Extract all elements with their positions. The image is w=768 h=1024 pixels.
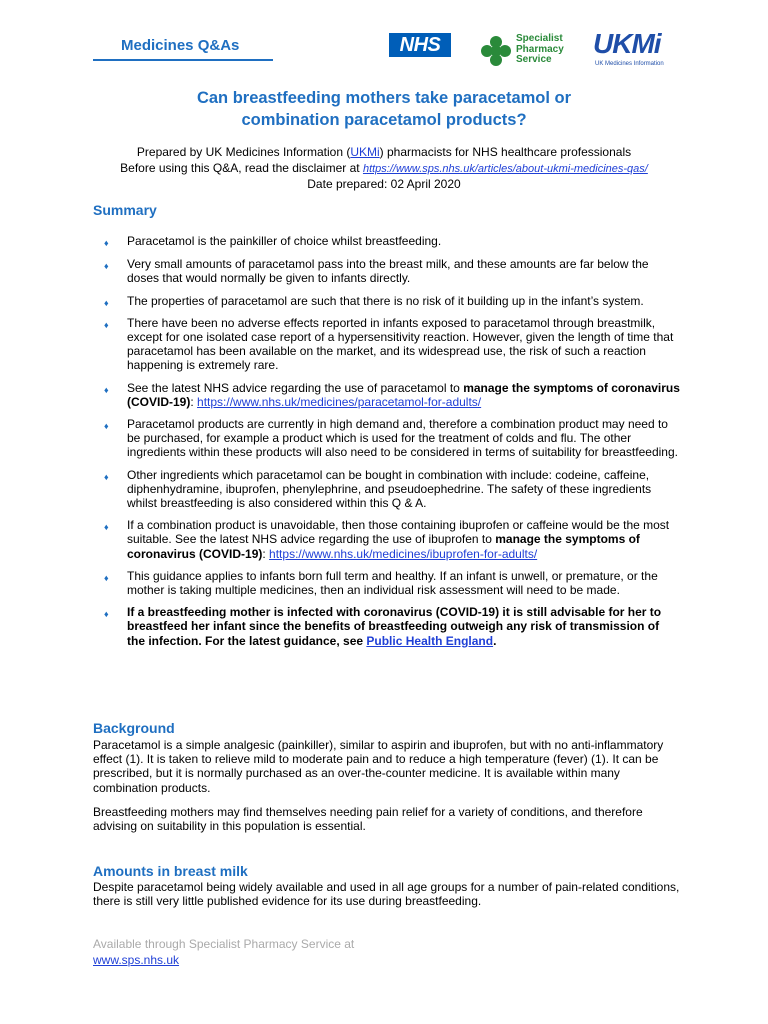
list-item-bold: manage the symptoms of coronavirus (COVID-19)	[127, 380, 680, 409]
list-item-text: This guidance applies to infants born full term and healthy. If an infant is unwell, or premature, or the mother is taking multiple medicines, then an individual risk assessment will need to be made.	[127, 568, 658, 598]
background-paragraph-2: Breastfeeding mothers may find themselves needing pain relief for a variety of conditions, and therefore advising on suitability in this population is essential.	[93, 805, 643, 834]
list-item-text: The properties of paracetamol are such that there is no risk of it building up in the infant’s system.	[127, 293, 644, 308]
disclaimer-text: Before using this Q&A, read the disclaimer at	[120, 160, 363, 175]
sps-logo-line: Service	[516, 54, 552, 65]
date-prepared: Date prepared: 02 April 2020	[307, 177, 461, 191]
list-item-text: Paracetamol is the painkiller of choice whilst breastfeeding.	[127, 234, 442, 248]
sps-logo-line: Specialist	[516, 33, 563, 44]
background-heading: Background	[93, 720, 175, 736]
header-label: Medicines Q&As	[121, 37, 240, 54]
sps-logo-line: Pharmacy	[516, 43, 564, 55]
header-rule	[93, 59, 273, 61]
ukmi-logo-subtitle: UK Medicines Information	[595, 61, 664, 67]
list-item	[100, 381, 680, 409]
sps-logo	[480, 33, 580, 69]
disclaimer-link[interactable]: https://www.sps.nhs.uk/articles/about-ukmi-medicines-qas/	[362, 162, 648, 175]
public-health-england-link[interactable]: Public Health England	[366, 633, 494, 648]
sps-cross-logo-icon	[480, 35, 512, 67]
diamond-bullet-icon: ♦	[104, 319, 109, 330]
diamond-bullet-icon: ♦	[104, 572, 109, 583]
amounts-heading: Amounts in breast milk	[93, 863, 248, 879]
list-item	[100, 316, 680, 373]
list-item	[100, 257, 680, 285]
diamond-bullet-icon: ♦	[104, 297, 109, 308]
list-item	[100, 468, 680, 511]
list-item-end: .	[493, 633, 497, 648]
title-line-2: combination paracetamol products?	[241, 111, 527, 129]
ibuprofen-nhs-link[interactable]: https://www.nhs.uk/medicines/ibuprofen-for-adults/	[269, 546, 538, 561]
list-item-bold: manage the symptoms of coronavirus (COVID-19)	[127, 532, 640, 561]
list-item-text: If a combination product is unavoidable, then those containing ibuprofen or caffeine would be the most suitable. See the latest NHS advice regarding the use of ibuprofen to	[127, 518, 670, 547]
summary-heading: Summary	[93, 202, 157, 218]
sps-logo-text	[516, 34, 564, 66]
list-item	[100, 518, 680, 561]
ukmi-link[interactable]: UKMi	[350, 145, 380, 159]
paracetamol-nhs-link[interactable]: https://www.nhs.uk/medicines/paracetamol-for-adults/	[197, 394, 482, 409]
amounts-paragraph-1: Despite paracetamol being widely available and used in all age groups for a number of pain-related conditions, there is still very little published evidence for its use during breastfeeding.	[93, 880, 680, 909]
list-item	[100, 569, 680, 597]
list-item-colon: :	[190, 394, 198, 409]
list-item	[100, 605, 680, 648]
diamond-bullet-icon: ♦	[104, 384, 109, 395]
ukmi-logo	[593, 28, 683, 72]
list-item-text: Paracetamol products are currently in high demand and, therefore a combination product may need to be purchased, for example a product which is used for the treatment of colds and flu. The other ingredients within these products will also need to be considered in terms of suitability for breastfeeding.	[127, 417, 678, 460]
list-item	[100, 417, 680, 460]
diamond-bullet-icon: ♦	[104, 421, 109, 432]
disclaimer-line	[80, 161, 688, 178]
list-item	[100, 294, 680, 308]
page-title	[100, 87, 668, 131]
summary-list	[100, 234, 680, 648]
footer-sps-link[interactable]: www.sps.nhs.uk	[93, 952, 180, 967]
prepared-by-text: Prepared by UK Medicines Information (	[136, 145, 351, 159]
list-item-text: See the latest NHS advice regarding the use of paracetamol to	[127, 380, 464, 395]
background-paragraph-1: Paracetamol is a simple analgesic (painkiller), similar to aspirin and ibuprofen, but with no anti-inflammatory effect (1). It is taken to relieve mild to moderate pain and to reduce a high temperature (fever) (1). It can be prescribed, but it is normally purchased as an over-the-counter medicine. It is available within many combination products.	[93, 738, 664, 795]
prepared-by-block	[80, 145, 688, 193]
list-item-colon: :	[262, 546, 270, 561]
diamond-bullet-icon: ♦	[104, 471, 109, 482]
footer-text: Available through Specialist Pharmacy Service at	[93, 937, 355, 951]
nhs-logo: NHS	[389, 33, 451, 57]
footer	[93, 937, 354, 968]
list-item	[100, 234, 680, 248]
list-item-text: Very small amounts of paracetamol pass into the breast milk, and these amounts are far below the doses that would normally be given to infants directly.	[127, 257, 649, 286]
ukmi-logo-mark: UKMi	[593, 28, 661, 59]
list-item-bold: If a breastfeeding mother is infected with coronavirus (COVID-19) it is still advisable for her to breastfeed her infant since the benefits of breastfeeding outweigh any risk of transmission of the infection. For the latest guidance, see	[127, 605, 662, 648]
list-item-text: Other ingredients which paracetamol can be bought in combination with include: codeine, caffeine, diphenhydramine, ibuprofen, phenylephrine, and pseudoephedrine. The safety of these ingredients whilst breastfeeding is also considered within this Q & A.	[127, 467, 652, 511]
diamond-bullet-icon: ♦	[104, 522, 109, 533]
prepared-by-text-end: ) pharmacists for NHS healthcare professionals	[379, 145, 632, 159]
diamond-bullet-icon: ♦	[104, 238, 109, 248]
list-item-text: There have been no adverse effects reported in infants exposed to paracetamol through breastmilk, except for one isolated case report of a hypersensitivity reaction. However, given the length of time that paracetamol has been available on the market, and its widespread use, the risk of such a reaction happening is extremely rare.	[127, 315, 674, 373]
diamond-bullet-icon: ♦	[104, 609, 109, 620]
diamond-bullet-icon: ♦	[104, 261, 109, 272]
title-line-1: Can breastfeeding mothers take paracetamol or	[196, 89, 572, 107]
prepared-by-line	[80, 145, 688, 161]
